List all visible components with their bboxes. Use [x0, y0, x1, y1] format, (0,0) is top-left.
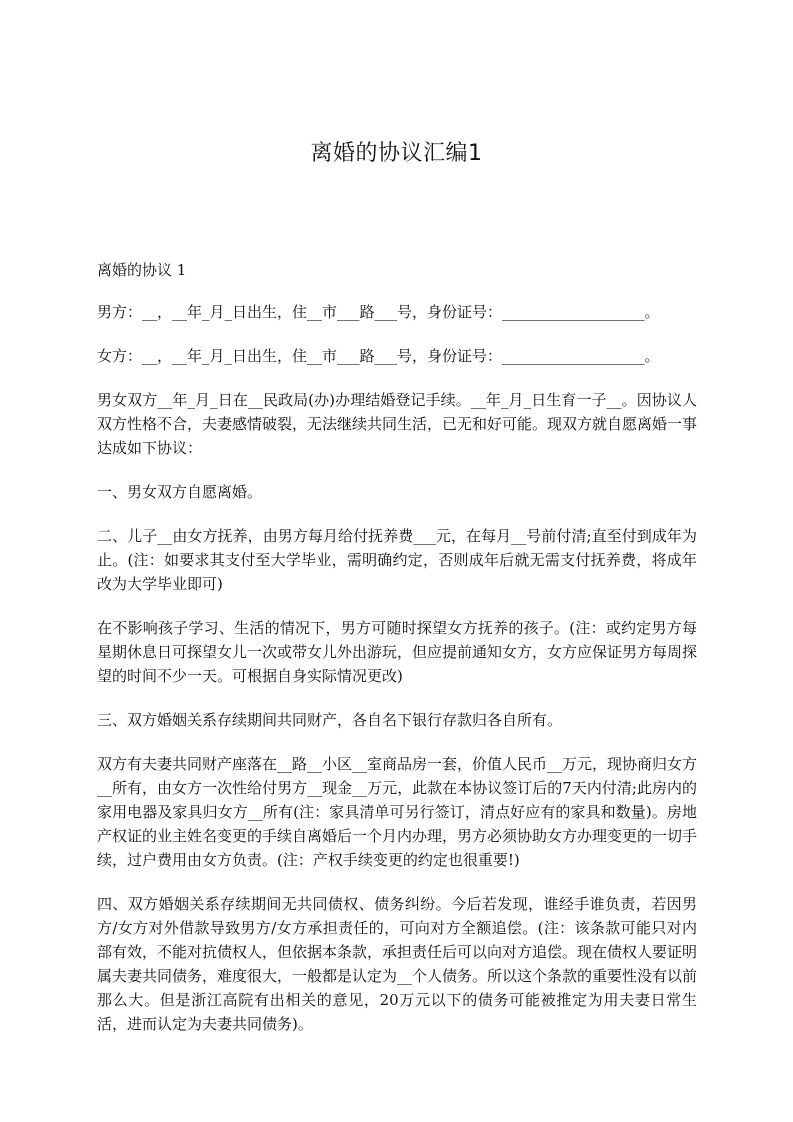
agreement-subtitle: 离婚的协议 1: [97, 261, 187, 279]
document-body: [97, 258, 697, 1056]
clause-4: 四、双方婚姻关系存续期间无共同债权、债务纠纷。今后若发现，谁经手谁负责，若因男方/女方对外借款导致男方/女方承担责任的，可向对方全额追偿。(注：该条款可能只对内部有效，不能对抗债权人，但依据本条款，承担责任后可以向对方追偿。现在债权人要证明属夫妻共同债务，难度很大，一般都是认定为__个人债务。所以这个条款的重要性没有以前那么大。但是浙江高院有出相关的意见，20万元以下的债务可能被推定为用夫妻日常生活，进而认定为夫妻共同债务)。: [97, 895, 698, 1033]
clause-3: 三、双方婚姻关系存续期间共同财产，各自名下银行存款归各自所有。: [97, 711, 563, 729]
clause-1: 一、男女双方自愿离婚。: [97, 483, 263, 501]
party-female-line: 女方：__，__年_月_日出生，住__市___路___号，身份证号：___________________。: [97, 347, 660, 365]
clause-3-property: 双方有夫妻共同财产座落在__路__小区__室商品房一套，价值人民币__万元，现协商归女方__所有，由女方一次性给付男方__现金__万元，此款在本协议签订后的7天内付清;此房内的家用电器及家具归女方__所有(注：家具清单可另行签订，清点好应有的家具和数量)。房地产权证的业主姓名变更的手续自离婚后一个月内办理，男方必须协助女方办理变更的一切手续，过户费用由女方负责。(注：产权手续变更的约定也很重要!): [97, 755, 698, 869]
document-title: 离婚的协议汇编1: [310, 141, 483, 166]
clause-2: 二、儿子__由女方抚养，由男方每月给付抚养费___元，在每月__号前付清;直至付到成年为止。(注：如要求其支付至大学毕业，需明确约定，否则成年后就无需支付抚养费，将成年改为大学毕业即可): [97, 527, 697, 593]
clause-2-visitation: 在不影响孩子学习、生活的情况下，男方可随时探望女方抚养的孩子。(注：或约定男方每星期休息日可探望女儿一次或带女儿外出游玩，但应提前通知女方，女方应保证男方每周探望的时间不少一天。可根据自身实际情况更改): [97, 619, 698, 685]
party-male-line: 男方：__，__年_月_日出生，住__市___路___号，身份证号：___________________。: [97, 303, 660, 321]
intro-paragraph: 男女双方__年_月_日在__民政局(办)办理结婚登记手续。__年_月_日生育一子__。因协议人双方性格不合，夫妻感情破裂，无法继续共同生活，已无和好可能。现双方就自愿离婚一事达成如下协议：: [97, 391, 698, 457]
